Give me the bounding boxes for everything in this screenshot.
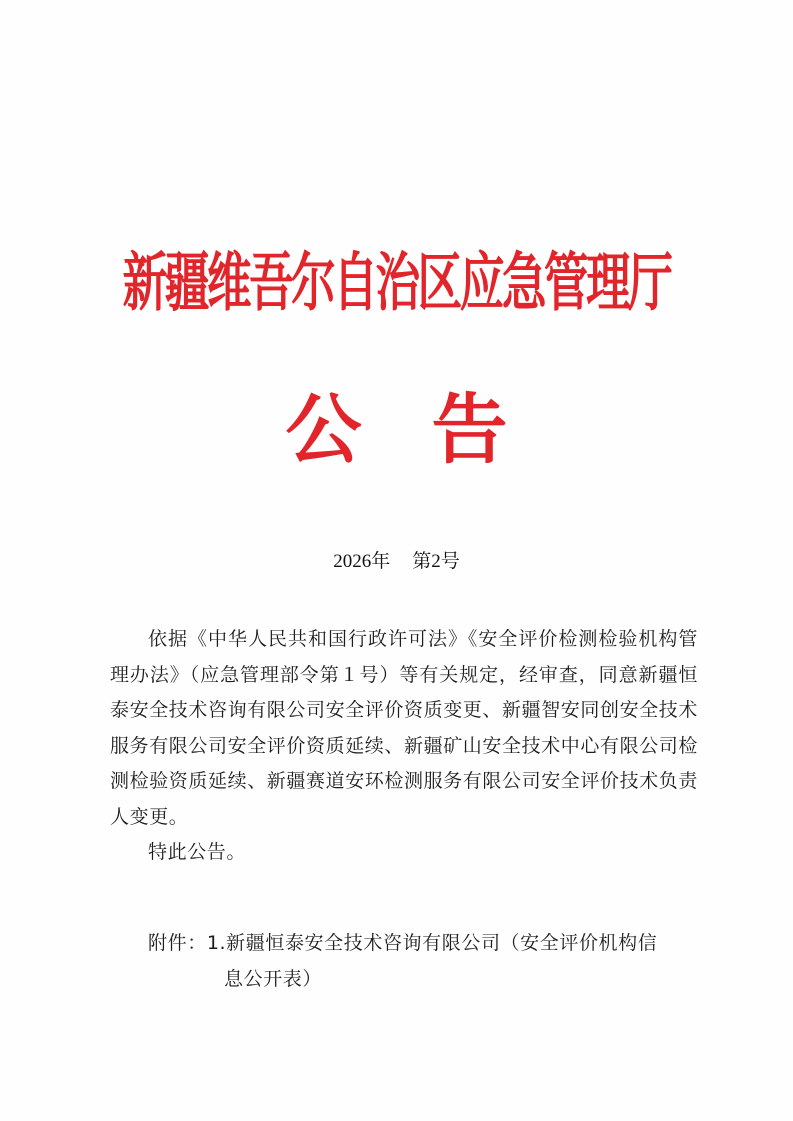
document-number xyxy=(0,552,793,571)
document-year: 2026年 xyxy=(333,551,391,572)
announcement-body xyxy=(110,622,698,871)
announcement-title-char-2: 告 xyxy=(431,385,508,474)
body-paragraph-closing: 特此公告。 xyxy=(148,841,247,863)
attachment-item-1-line-1: 1.新疆恒泰安全技术咨询有限公司（安全评价机构信 xyxy=(206,932,658,954)
attachment-item-1-line-2: 息公开表） xyxy=(224,968,323,990)
document-issue-number: 第2号 xyxy=(412,551,460,572)
announcement-title-char-1: 公 xyxy=(285,385,362,474)
attachment-label: 附件： xyxy=(148,932,207,954)
issuer-letterhead: 新疆维吾尔自治区应急管理厅 xyxy=(122,245,671,321)
announcement-title xyxy=(0,385,793,474)
attachment-section xyxy=(148,925,708,997)
body-paragraph-main: 依据《中华人民共和国行政许可法》《安全评价检测检验机构管理办法》（应急管理部令第１号）等有关规定，经审查，同意新疆恒泰安全技术咨询有限公司安全评价资质变更、新疆智安同创安全技术服务有限公司安全评价资质延续、新疆矿山安全技术中心有限公司检测检验资质延续、新疆赛道安环检测服务有限公司安全评价技术负责人变更。 xyxy=(110,628,699,828)
